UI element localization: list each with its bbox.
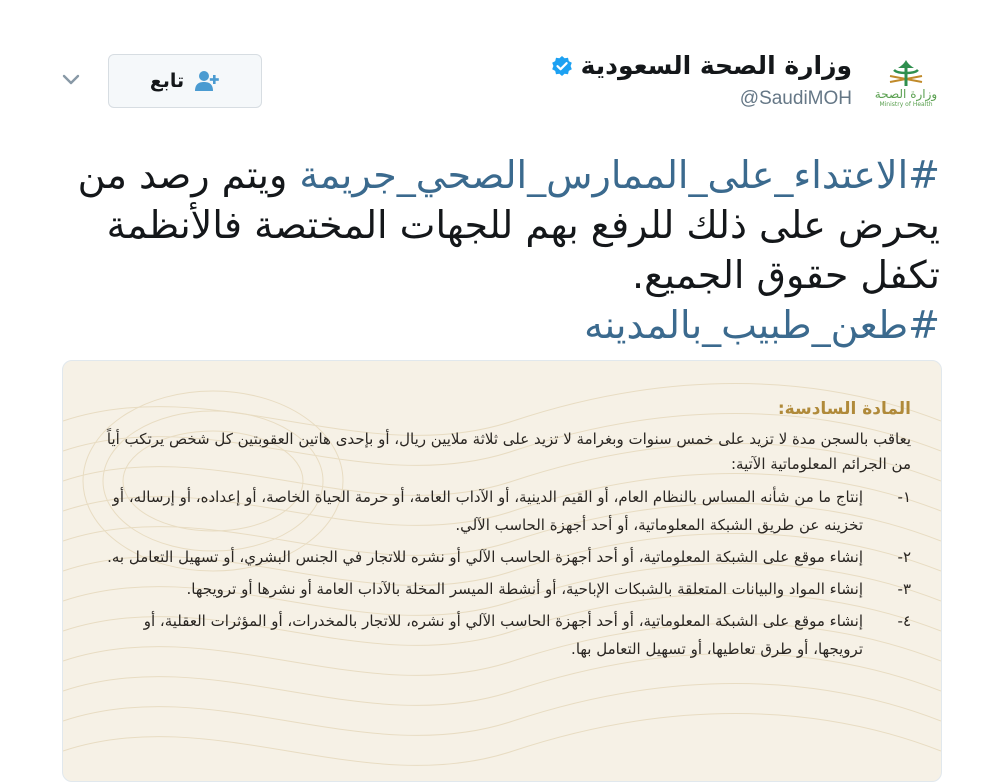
logo-subtext: Ministry of Health [879,101,933,108]
hashtag-link[interactable]: #الاعتداء_على_الممارس_الصحي_جريمة [299,153,940,197]
list-item [91,607,911,663]
tweet-body: ويتم رصد من يحرض على ذلك للرفع بهم للجهات المختصة فالأنظمة تكفل حقوق الجميع. [77,153,940,297]
verified-badge-icon [551,55,573,77]
hashtag-link[interactable]: #طعن_طبيب_بالمدينه [584,303,940,347]
follow-button[interactable] [108,54,262,108]
item-number: ٢- [897,548,911,566]
item-number: ٤- [897,612,911,630]
item-number: ١- [897,488,911,506]
item-text: إنشاء موقع على الشبكة المعلوماتية، أو أحد أجهزة الحاسب الآلي أو نشره، للاتجار بالمخدرات، أو المؤثرات العقلية، أو ترويجها، أو طرق تعاطيها، أو تسهيل التعامل بها. [143,612,863,658]
account-header [492,50,852,110]
item-text: إنشاء موقع على الشبكة المعلوماتية، أو أحد أجهزة الحاسب الآلي أو نشره للاتجار في الجنس البشري، أو تسهيل التعامل به. [107,548,863,566]
add-user-icon [194,70,220,92]
article-title: المادة السادسة: [777,399,911,419]
tweet-text [60,150,940,350]
list-item [91,483,911,539]
item-text: إنتاج ما من شأنه المساس بالنظام العام، أو القيم الدينية، أو الآداب العامة، أو حرمة الحياة الخاصة، أو إعداده، أو إرساله، أو تخزينه عن طريق الشبكة المعلوماتية، أو أحد أجهزة الحاسب الآلي. [112,488,863,534]
ministry-logo-icon [890,60,922,86]
follow-label: تابع [149,70,185,92]
tweet-media-image[interactable] [62,360,942,782]
logo-text: وزارة الصحة [874,87,938,101]
item-text: إنشاء المواد والبيانات المتعلقة بالشبكات الإباحية، أو أنشطة الميسر المخلة بالآداب العامة أو نشرها أو ترويجها. [186,580,863,598]
display-name[interactable]: وزارة الصحة السعودية [580,51,852,80]
list-item [91,543,911,571]
list-item [91,575,911,603]
article-intro: يعاقب بالسجن مدة لا تزيد على خمس سنوات وبغرامة لا تزيد على ثلاثة ملايين ريال، أو بإحدى هاتين العقوبتين كل شخص يرتكب أياً من الجرائم المعلوماتية الآتية: [106,430,911,473]
account-handle[interactable]: @SaudiMOH [739,88,852,109]
item-number: ٣- [897,580,911,598]
chevron-down-icon[interactable] [58,66,84,92]
document-text [91,399,911,667]
